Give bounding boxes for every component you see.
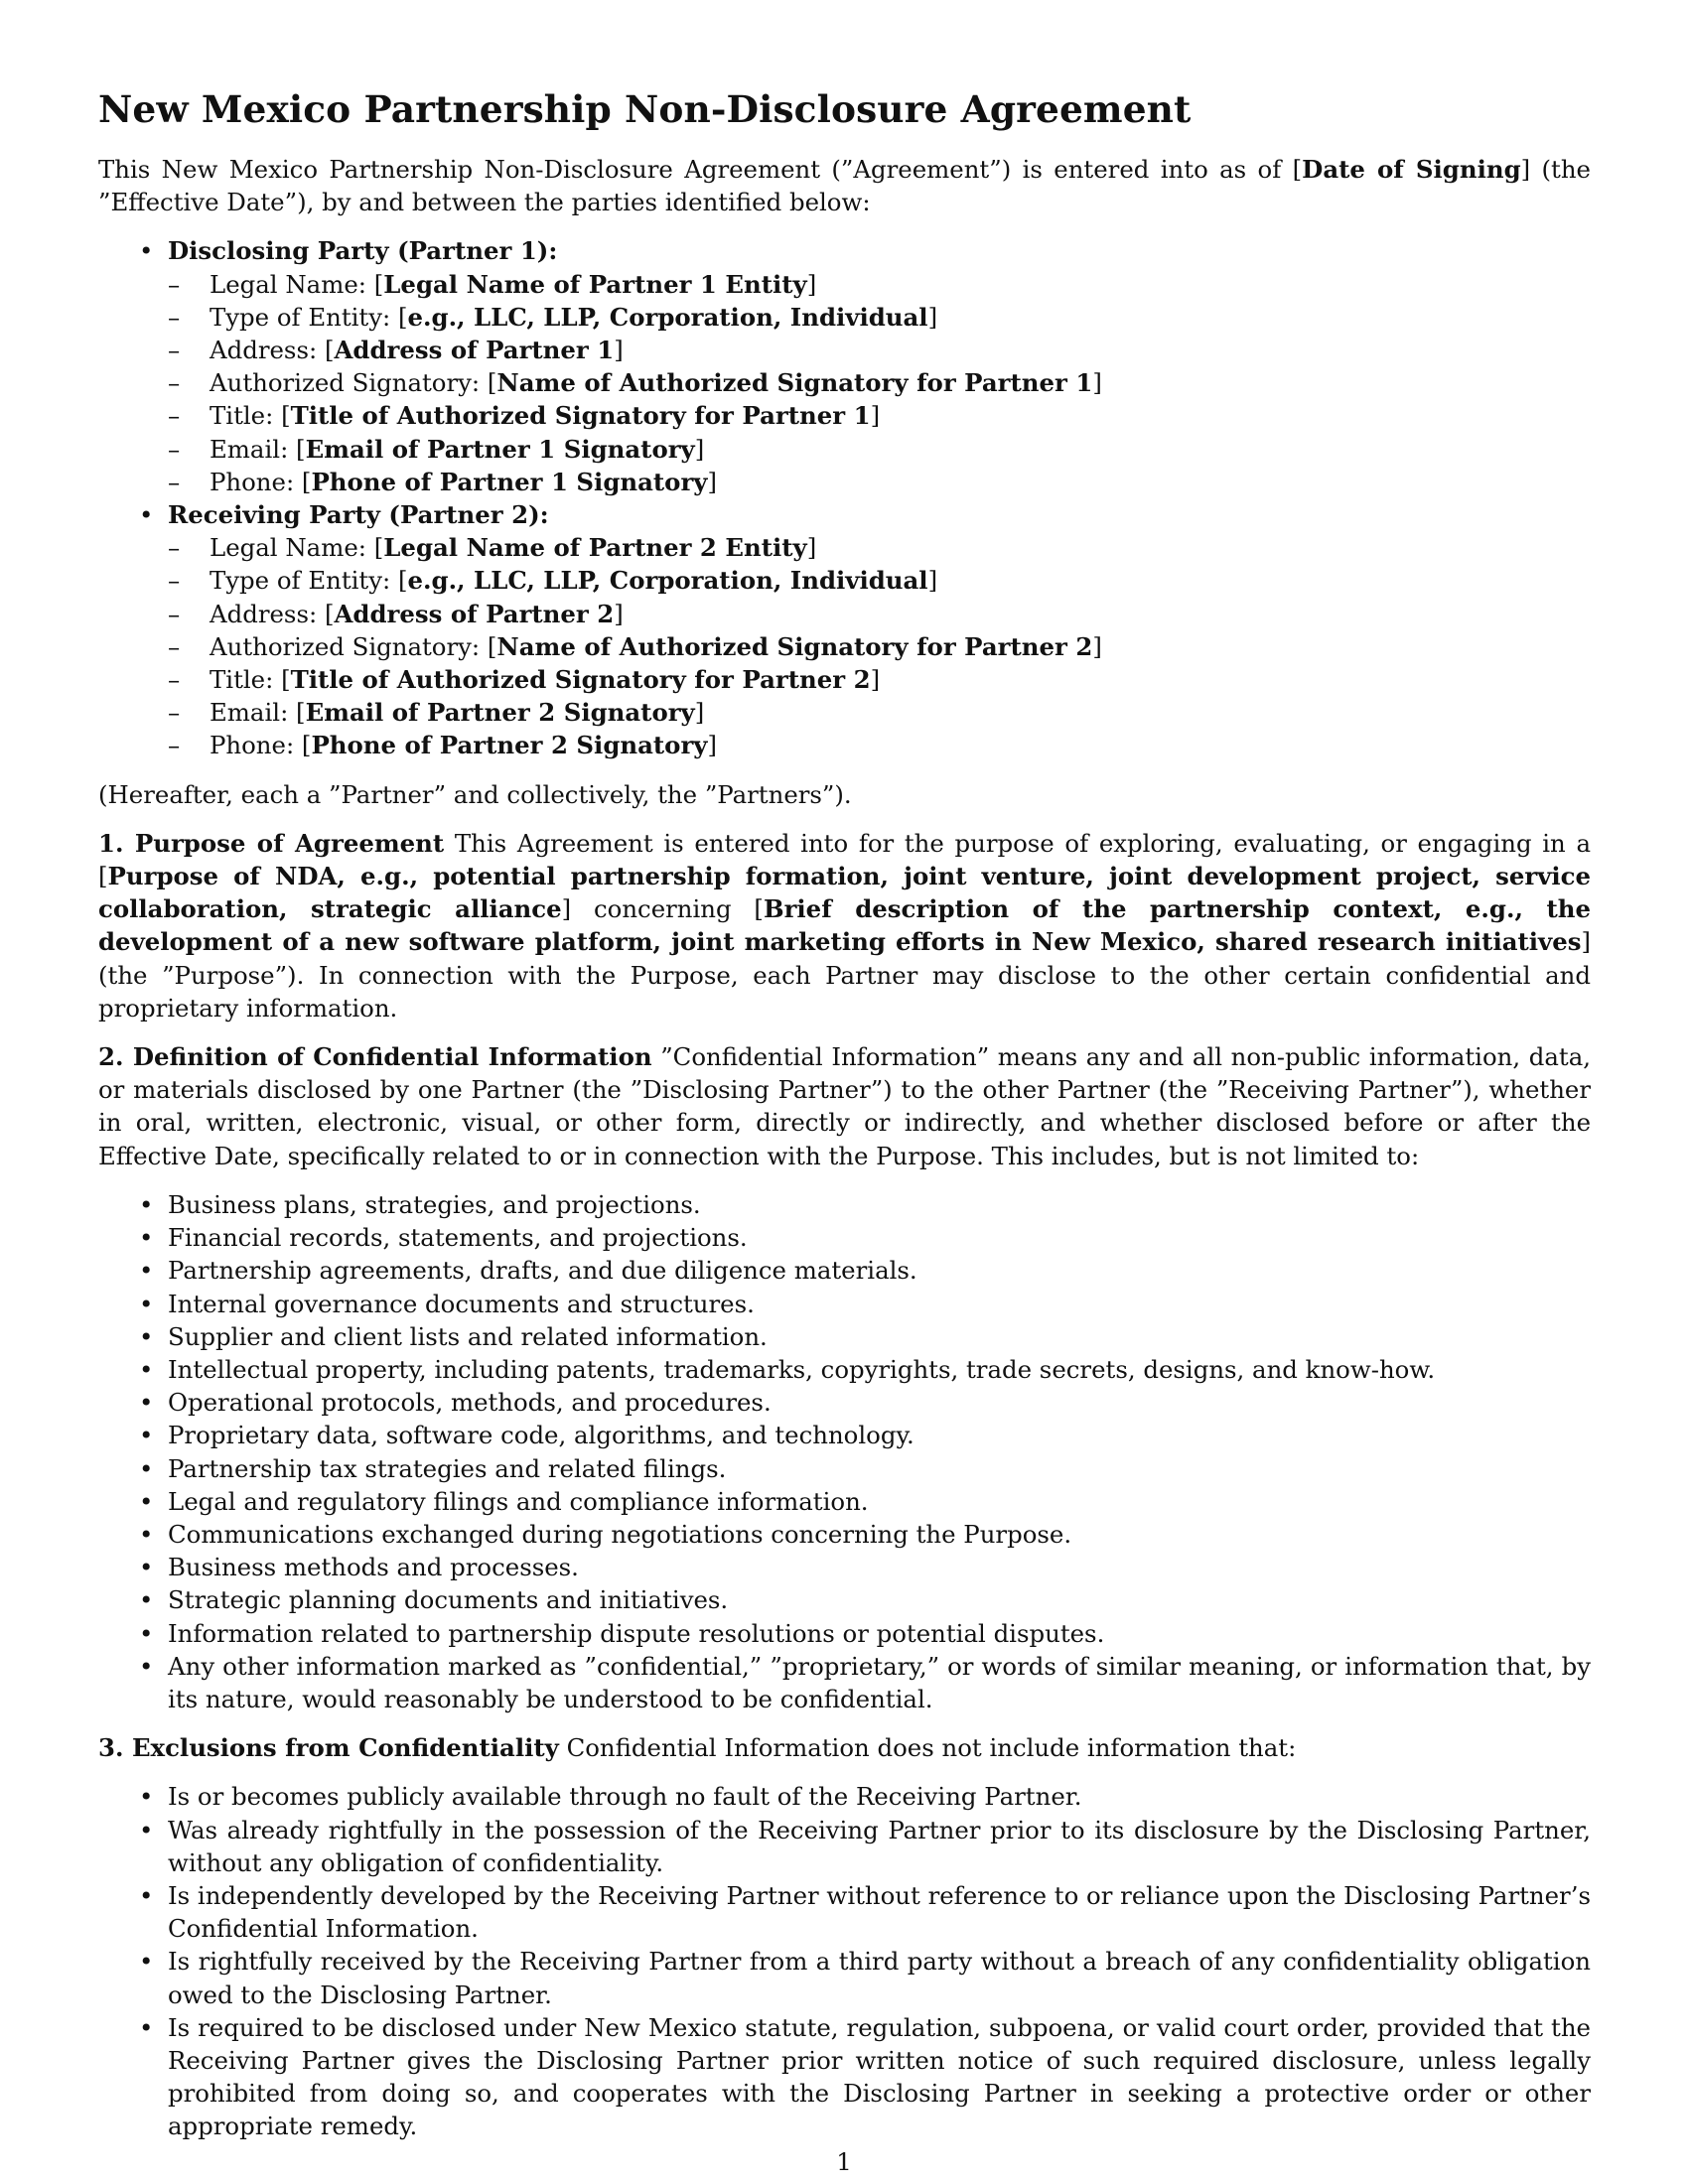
field-label: Type of Entity: [ (210, 302, 408, 332)
confidential-info-list (98, 1188, 1591, 1715)
field-bracket: ] (927, 302, 938, 332)
field-value: Title of Authorized Signatory for Partner 1 (290, 401, 871, 431)
section-definition (98, 1040, 1591, 1172)
field-value: Title of Authorized Signatory for Partner 2 (290, 665, 871, 695)
field-value: Address of Partner 1 (334, 336, 615, 365)
field-bracket: ] (927, 566, 938, 596)
field-value: Name of Authorized Signatory for Partner 2 (496, 631, 1093, 661)
field-bracket: ] (694, 698, 705, 728)
page-number: 1 (836, 2147, 852, 2176)
date-of-signing-placeholder: Date of Signing (1302, 155, 1521, 184)
list-item: • Any other information marked as ”confidential,” ”proprietary,” or words of similar meaning, or information that, by its nature, would reasonably be understood to be confidential. (98, 1650, 1591, 1715)
field-label: Phone: [ (210, 467, 312, 496)
field-value: Phone of Partner 2 Signatory (311, 731, 708, 760)
field-label: Legal Name: [ (210, 269, 384, 299)
section-text: ”Confidential Information” means any and all non-public information, data, or materials disclosed by one Partner (the ”Disclosing Partner”) to the other Partner (the ”Receiving Partner”), whether in oral, written, electronic, visual, or other form, directly or indirectly, and whether disclosed before or after the Effective Date, specifically related to or in connection with the Purpose. This includes, but is not limited to: (98, 1042, 1592, 1170)
exclusions-list (98, 1780, 1591, 2142)
field-value: e.g., LLC, LLP, Corporation, Individual (407, 302, 928, 332)
list-item: • Is rightfully received by the Receiving Partner from a third party without a breach of any confidentiality obligation owed to the Disclosing Partner. (98, 1945, 1591, 2010)
party-field (168, 301, 1591, 334)
list-item: • Financial records, statements, and projections. (98, 1221, 1591, 1254)
list-item: • Internal governance documents and structures. (98, 1288, 1591, 1320)
list-item: • Proprietary data, software code, algorithms, and technology. (98, 1419, 1591, 1451)
document-title: New Mexico Partnership Non-Disclosure Agreement (98, 87, 1192, 131)
field-value: Phone of Partner 1 Signatory (311, 467, 708, 496)
intro-text: This New Mexico Partnership Non-Disclosure Agreement (”Agreement”) is entered into as of [ (98, 155, 1303, 184)
field-label: Authorized Signatory: [ (210, 368, 497, 398)
field-label: Authorized Signatory: [ (210, 631, 497, 661)
field-value: e.g., LLC, LLP, Corporation, Individual (407, 566, 928, 596)
field-value: Address of Partner 2 (334, 599, 615, 628)
party-field (168, 268, 1591, 301)
party-field (168, 466, 1591, 498)
hereafter-paragraph: (Hereafter, each a ”Partner” and collectively, the ”Partners”). (98, 779, 852, 809)
list-item: • Information related to partnership dispute resolutions or potential disputes. (98, 1617, 1591, 1650)
list-item: • Intellectual property, including patents, trademarks, copyrights, trade secrets, designs, and know-how. (98, 1353, 1591, 1386)
field-bracket: ] (806, 533, 817, 563)
list-item: • Legal and regulatory filings and compliance information. (98, 1485, 1591, 1518)
party-fields (168, 531, 1591, 761)
party-field (168, 399, 1591, 432)
party-field (168, 564, 1591, 597)
section-text: ] (the ”Purpose”). In connection with the Purpose, each Partner may disclose to the other certain confidential and proprietary information. (98, 927, 1591, 1023)
field-value: Legal Name of Partner 1 Entity (383, 269, 807, 299)
section-heading: 1. Purpose of Agreement (98, 828, 445, 858)
list-item: • Supplier and client lists and related information. (98, 1320, 1591, 1353)
section-exclusions (98, 1731, 1591, 1764)
list-item: • Strategic planning documents and initiatives. (98, 1583, 1591, 1616)
field-label: Title: [ (210, 401, 291, 431)
field-bracket: ] (870, 665, 881, 695)
party-field (168, 696, 1591, 729)
list-item: • Business methods and processes. (98, 1551, 1591, 1583)
party-receiving (98, 498, 1591, 762)
field-label: Title: [ (210, 665, 291, 695)
list-item: • Partnership agreements, drafts, and due diligence materials. (98, 1254, 1591, 1287)
parties-list (98, 234, 1591, 761)
party-field (168, 433, 1591, 466)
field-bracket: ] (1092, 368, 1102, 398)
party-heading: Receiving Party (Partner 2): (168, 500, 549, 530)
field-bracket: ] (707, 467, 717, 496)
list-item: • Is required to be disclosed under New Mexico statute, regulation, subpoena, or valid court order, provided that the Receiving Partner gives the Disclosing Partner prior written notice of such required disclosure, unless legally prohibited from doing so, and cooperates with the Disclosing Partner in seeking a protective order or other appropriate remedy. (98, 2011, 1591, 2143)
field-bracket: ] (707, 731, 717, 760)
field-value: Email of Partner 2 Signatory (305, 698, 695, 728)
party-fields (168, 268, 1591, 498)
intro-text-end: ] (the ”Effective Date”), by and between the parties identified below: (98, 155, 1591, 217)
field-label: Legal Name: [ (210, 533, 384, 563)
intro-paragraph (98, 153, 1591, 218)
list-item: • Operational protocols, methods, and procedures. (98, 1386, 1591, 1419)
field-label: Type of Entity: [ (210, 566, 408, 596)
field-value: Legal Name of Partner 2 Entity (383, 533, 807, 563)
party-field (168, 334, 1591, 366)
list-item: • Is independently developed by the Receiving Partner without reference to or reliance upon the Disclosing Partner’s Confidential Information. (98, 1879, 1591, 1945)
field-value: Email of Partner 1 Signatory (305, 434, 695, 464)
section-text: ] concerning [ (561, 894, 764, 924)
party-field (168, 729, 1591, 761)
section-text: This Agreement is entered into for the purpose of exploring, evaluating, or engaging in a [ (98, 828, 1591, 891)
section-purpose (98, 827, 1591, 1024)
section-heading: 3. Exclusions from Confidentiality (98, 1733, 559, 1763)
field-bracket: ] (1092, 631, 1102, 661)
party-heading: Disclosing Party (Partner 1): (168, 236, 558, 266)
list-item: • Was already rightfully in the possession of the Receiving Partner prior to its disclosure by the Disclosing Partner, without any obligation of confidentiality. (98, 1814, 1591, 1879)
party-field (168, 663, 1591, 696)
list-item: • Partnership tax strategies and related filings. (98, 1452, 1591, 1485)
party-field (168, 630, 1591, 663)
section-text: Confidential Information does not include information that: (558, 1733, 1297, 1763)
party-field (168, 598, 1591, 630)
field-label: Phone: [ (210, 731, 312, 760)
purpose-placeholder: Purpose of NDA, e.g., potential partnership formation, joint venture, joint development project, service collaboration, strategic alliance (98, 862, 1591, 924)
context-placeholder: Brief description of the partnership context, e.g., the development of a new software platform, joint marketing efforts in New Mexico, shared research initiatives (98, 894, 1591, 957)
list-item: • Business plans, strategies, and projections. (98, 1188, 1591, 1221)
field-bracket: ] (694, 434, 705, 464)
section-heading: 2. Definition of Confidential Information (98, 1042, 652, 1072)
field-label: Email: [ (210, 434, 306, 464)
party-field (168, 366, 1591, 399)
field-bracket: ] (614, 336, 624, 365)
party-field (168, 531, 1591, 564)
field-bracket: ] (614, 599, 624, 628)
field-value: Name of Authorized Signatory for Partner 1 (496, 368, 1093, 398)
list-item: • Is or becomes publicly available through no fault of the Receiving Partner. (98, 1780, 1591, 1813)
field-label: Email: [ (210, 698, 306, 728)
field-bracket: ] (870, 401, 881, 431)
field-bracket: ] (806, 269, 817, 299)
list-item: • Communications exchanged during negotiations concerning the Purpose. (98, 1518, 1591, 1551)
field-label: Address: [ (210, 599, 335, 628)
field-label: Address: [ (210, 336, 335, 365)
party-disclosing (98, 234, 1591, 498)
